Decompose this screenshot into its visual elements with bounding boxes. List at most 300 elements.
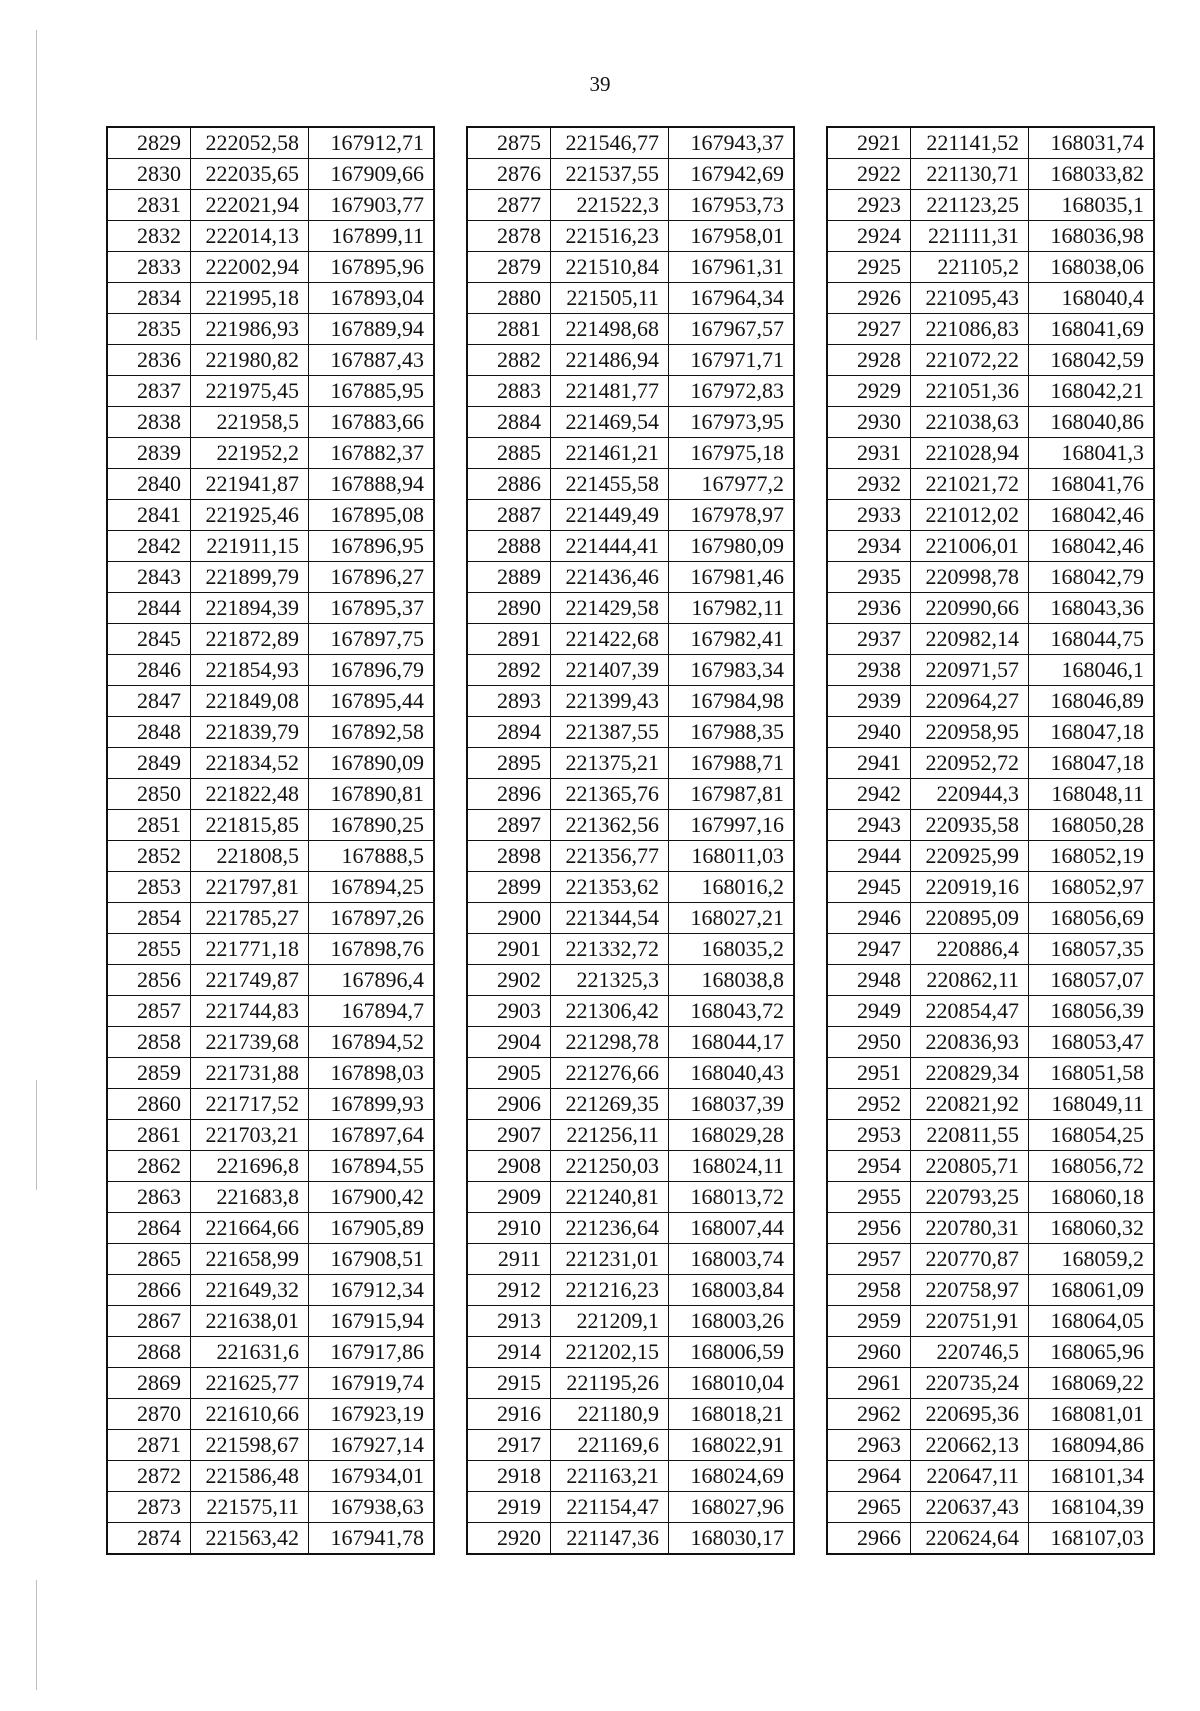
point-number-cell: 2834 <box>107 283 191 314</box>
x-coordinate-cell: 221353,62 <box>551 872 669 903</box>
x-coordinate-cell: 222035,65 <box>191 159 309 190</box>
point-number-cell: 2962 <box>827 1399 911 1430</box>
table-row <box>827 1058 1154 1089</box>
y-coordinate-cell: 168010,04 <box>669 1368 795 1399</box>
table-row <box>827 1306 1154 1337</box>
y-coordinate-cell: 168043,72 <box>669 996 795 1027</box>
table-row <box>827 717 1154 748</box>
x-coordinate-cell: 221717,52 <box>191 1089 309 1120</box>
table-row <box>467 779 794 810</box>
point-number-cell: 2957 <box>827 1244 911 1275</box>
x-coordinate-cell: 221365,76 <box>551 779 669 810</box>
x-coordinate-cell: 220836,93 <box>911 1027 1029 1058</box>
table-row <box>107 1151 434 1182</box>
x-coordinate-cell: 220751,91 <box>911 1306 1029 1337</box>
y-coordinate-cell: 167889,94 <box>309 314 435 345</box>
scan-edge-mark <box>36 1080 37 1190</box>
point-number-cell: 2830 <box>107 159 191 190</box>
table-row <box>827 872 1154 903</box>
x-coordinate-cell: 220886,4 <box>911 934 1029 965</box>
y-coordinate-cell: 167888,94 <box>309 469 435 500</box>
y-coordinate-cell: 167912,34 <box>309 1275 435 1306</box>
table-row <box>107 903 434 934</box>
y-coordinate-cell: 168101,34 <box>1029 1461 1155 1492</box>
point-number-cell: 2873 <box>107 1492 191 1523</box>
table-row <box>827 1368 1154 1399</box>
point-number-cell: 2940 <box>827 717 911 748</box>
table-row <box>827 1244 1154 1275</box>
y-coordinate-cell: 167894,52 <box>309 1027 435 1058</box>
table-row <box>467 841 794 872</box>
table-row <box>107 1461 434 1492</box>
table-row <box>827 1120 1154 1151</box>
y-coordinate-cell: 167898,76 <box>309 934 435 965</box>
table-row <box>827 1027 1154 1058</box>
point-number-cell: 2847 <box>107 686 191 717</box>
point-number-cell: 2908 <box>467 1151 551 1182</box>
y-coordinate-cell: 168054,25 <box>1029 1120 1155 1151</box>
table-row <box>107 407 434 438</box>
table-row <box>827 1461 1154 1492</box>
y-coordinate-cell: 167896,95 <box>309 531 435 562</box>
x-coordinate-cell: 221797,81 <box>191 872 309 903</box>
point-number-cell: 2928 <box>827 345 911 376</box>
y-coordinate-cell: 168007,44 <box>669 1213 795 1244</box>
x-coordinate-cell: 221925,46 <box>191 500 309 531</box>
point-number-cell: 2951 <box>827 1058 911 1089</box>
point-number-cell: 2894 <box>467 717 551 748</box>
table-row <box>107 996 434 1027</box>
point-number-cell: 2949 <box>827 996 911 1027</box>
y-coordinate-cell: 167934,01 <box>309 1461 435 1492</box>
table-row <box>107 1306 434 1337</box>
point-number-cell: 2876 <box>467 159 551 190</box>
point-number-cell: 2966 <box>827 1523 911 1555</box>
y-coordinate-cell: 168060,32 <box>1029 1213 1155 1244</box>
point-number-cell: 2832 <box>107 221 191 252</box>
table-row <box>107 655 434 686</box>
point-number-cell: 2956 <box>827 1213 911 1244</box>
table-row <box>827 127 1154 159</box>
y-coordinate-cell: 168057,35 <box>1029 934 1155 965</box>
table-row <box>107 562 434 593</box>
y-coordinate-cell: 167896,27 <box>309 562 435 593</box>
point-number-cell: 2922 <box>827 159 911 190</box>
table-row <box>467 593 794 624</box>
x-coordinate-cell: 221154,47 <box>551 1492 669 1523</box>
point-number-cell: 2934 <box>827 531 911 562</box>
x-coordinate-cell: 221072,22 <box>911 345 1029 376</box>
table-row <box>107 872 434 903</box>
point-number-cell: 2930 <box>827 407 911 438</box>
y-coordinate-cell: 168048,11 <box>1029 779 1155 810</box>
y-coordinate-cell: 167977,2 <box>669 469 795 500</box>
point-number-cell: 2870 <box>107 1399 191 1430</box>
table-row <box>107 190 434 221</box>
table-row <box>107 934 434 965</box>
x-coordinate-cell: 221021,72 <box>911 469 1029 500</box>
table-row <box>827 438 1154 469</box>
x-coordinate-cell: 221356,77 <box>551 841 669 872</box>
point-number-cell: 2948 <box>827 965 911 996</box>
y-coordinate-cell: 168042,46 <box>1029 500 1155 531</box>
point-number-cell: 2841 <box>107 500 191 531</box>
y-coordinate-cell: 167919,74 <box>309 1368 435 1399</box>
point-number-cell: 2895 <box>467 748 551 779</box>
table-row <box>467 438 794 469</box>
x-coordinate-cell: 221785,27 <box>191 903 309 934</box>
x-coordinate-cell: 221872,89 <box>191 624 309 655</box>
table-row <box>107 1213 434 1244</box>
x-coordinate-cell: 221731,88 <box>191 1058 309 1089</box>
table-row <box>107 438 434 469</box>
y-coordinate-cell: 168056,39 <box>1029 996 1155 1027</box>
point-number-cell: 2904 <box>467 1027 551 1058</box>
x-coordinate-cell: 221276,66 <box>551 1058 669 1089</box>
point-number-cell: 2871 <box>107 1430 191 1461</box>
x-coordinate-cell: 221739,68 <box>191 1027 309 1058</box>
point-number-cell: 2878 <box>467 221 551 252</box>
point-number-cell: 2936 <box>827 593 911 624</box>
x-coordinate-cell: 221486,94 <box>551 345 669 376</box>
point-number-cell: 2838 <box>107 407 191 438</box>
x-coordinate-cell: 221130,71 <box>911 159 1029 190</box>
x-coordinate-cell: 220811,55 <box>911 1120 1029 1151</box>
y-coordinate-cell: 168040,4 <box>1029 283 1155 314</box>
x-coordinate-cell: 221306,42 <box>551 996 669 1027</box>
point-number-cell: 2929 <box>827 376 911 407</box>
point-number-cell: 2898 <box>467 841 551 872</box>
point-number-cell: 2875 <box>467 127 551 159</box>
y-coordinate-cell: 167890,25 <box>309 810 435 841</box>
x-coordinate-cell: 221429,58 <box>551 593 669 624</box>
x-coordinate-cell: 221834,52 <box>191 748 309 779</box>
x-coordinate-cell: 221598,67 <box>191 1430 309 1461</box>
y-coordinate-cell: 167895,37 <box>309 593 435 624</box>
y-coordinate-cell: 168042,79 <box>1029 562 1155 593</box>
point-number-cell: 2897 <box>467 810 551 841</box>
y-coordinate-cell: 168046,89 <box>1029 686 1155 717</box>
table-row <box>107 841 434 872</box>
table-row <box>827 562 1154 593</box>
x-coordinate-cell: 221195,26 <box>551 1368 669 1399</box>
table-row <box>467 345 794 376</box>
point-number-cell: 2850 <box>107 779 191 810</box>
x-coordinate-cell: 221522,3 <box>551 190 669 221</box>
table-row <box>827 903 1154 934</box>
x-coordinate-cell: 222014,13 <box>191 221 309 252</box>
table-row <box>107 159 434 190</box>
x-coordinate-cell: 220998,78 <box>911 562 1029 593</box>
y-coordinate-cell: 167887,43 <box>309 345 435 376</box>
table-row <box>827 1492 1154 1523</box>
point-number-cell: 2914 <box>467 1337 551 1368</box>
x-coordinate-cell: 221822,48 <box>191 779 309 810</box>
table-row <box>107 779 434 810</box>
point-number-cell: 2954 <box>827 1151 911 1182</box>
y-coordinate-cell: 167908,51 <box>309 1244 435 1275</box>
table-row <box>107 469 434 500</box>
x-coordinate-cell: 220624,64 <box>911 1523 1029 1555</box>
table-row <box>467 1151 794 1182</box>
point-number-cell: 2961 <box>827 1368 911 1399</box>
point-number-cell: 2938 <box>827 655 911 686</box>
point-number-cell: 2863 <box>107 1182 191 1213</box>
point-number-cell: 2910 <box>467 1213 551 1244</box>
x-coordinate-cell: 221051,36 <box>911 376 1029 407</box>
table-row <box>107 717 434 748</box>
table-row <box>107 221 434 252</box>
y-coordinate-cell: 168006,59 <box>669 1337 795 1368</box>
point-number-cell: 2958 <box>827 1275 911 1306</box>
table-row <box>107 1275 434 1306</box>
point-number-cell: 2952 <box>827 1089 911 1120</box>
y-coordinate-cell: 167915,94 <box>309 1306 435 1337</box>
point-number-cell: 2947 <box>827 934 911 965</box>
table-row <box>827 1151 1154 1182</box>
x-coordinate-cell: 221256,11 <box>551 1120 669 1151</box>
y-coordinate-cell: 167895,96 <box>309 252 435 283</box>
x-coordinate-cell: 221610,66 <box>191 1399 309 1430</box>
y-coordinate-cell: 168064,05 <box>1029 1306 1155 1337</box>
table-row <box>107 500 434 531</box>
x-coordinate-cell: 220793,25 <box>911 1182 1029 1213</box>
table-row <box>467 562 794 593</box>
x-coordinate-cell: 221449,49 <box>551 500 669 531</box>
x-coordinate-cell: 221163,21 <box>551 1461 669 1492</box>
table-row <box>827 159 1154 190</box>
table-row <box>467 810 794 841</box>
y-coordinate-cell: 168052,19 <box>1029 841 1155 872</box>
x-coordinate-cell: 220770,87 <box>911 1244 1029 1275</box>
x-coordinate-cell: 220821,92 <box>911 1089 1029 1120</box>
x-coordinate-cell: 221749,87 <box>191 965 309 996</box>
x-coordinate-cell: 221498,68 <box>551 314 669 345</box>
x-coordinate-cell: 220862,11 <box>911 965 1029 996</box>
y-coordinate-cell: 167890,81 <box>309 779 435 810</box>
table-row <box>107 1399 434 1430</box>
table-row <box>467 655 794 686</box>
y-coordinate-cell: 168104,39 <box>1029 1492 1155 1523</box>
table-row <box>467 252 794 283</box>
table-row <box>467 283 794 314</box>
x-coordinate-cell: 221505,11 <box>551 283 669 314</box>
point-number-cell: 2899 <box>467 872 551 903</box>
table-row <box>827 841 1154 872</box>
x-coordinate-cell: 221894,39 <box>191 593 309 624</box>
table-row <box>107 1027 434 1058</box>
table-row <box>467 1213 794 1244</box>
y-coordinate-cell: 167897,26 <box>309 903 435 934</box>
x-coordinate-cell: 221771,18 <box>191 934 309 965</box>
table-row <box>467 717 794 748</box>
x-coordinate-cell: 220971,57 <box>911 655 1029 686</box>
point-number-cell: 2862 <box>107 1151 191 1182</box>
x-coordinate-cell: 221563,42 <box>191 1523 309 1555</box>
y-coordinate-cell: 168041,3 <box>1029 438 1155 469</box>
y-coordinate-cell: 167975,18 <box>669 438 795 469</box>
point-number-cell: 2839 <box>107 438 191 469</box>
y-coordinate-cell: 168037,39 <box>669 1089 795 1120</box>
point-number-cell: 2856 <box>107 965 191 996</box>
y-coordinate-cell: 167917,86 <box>309 1337 435 1368</box>
point-number-cell: 2935 <box>827 562 911 593</box>
x-coordinate-cell: 221854,93 <box>191 655 309 686</box>
table-row <box>827 1275 1154 1306</box>
y-coordinate-cell: 167909,66 <box>309 159 435 190</box>
y-coordinate-cell: 168003,26 <box>669 1306 795 1337</box>
table-row <box>467 1027 794 1058</box>
x-coordinate-cell: 221269,35 <box>551 1089 669 1120</box>
table-row <box>107 1430 434 1461</box>
x-coordinate-cell: 221298,78 <box>551 1027 669 1058</box>
x-coordinate-cell: 221455,58 <box>551 469 669 500</box>
x-coordinate-cell: 221586,48 <box>191 1461 309 1492</box>
y-coordinate-cell: 168040,43 <box>669 1058 795 1089</box>
y-coordinate-cell: 167898,03 <box>309 1058 435 1089</box>
y-coordinate-cell: 168042,21 <box>1029 376 1155 407</box>
table-row <box>107 748 434 779</box>
y-coordinate-cell: 168059,2 <box>1029 1244 1155 1275</box>
table-row <box>107 624 434 655</box>
y-coordinate-cell: 168038,8 <box>669 965 795 996</box>
x-coordinate-cell: 221344,54 <box>551 903 669 934</box>
x-coordinate-cell: 221658,99 <box>191 1244 309 1275</box>
y-coordinate-cell: 168107,03 <box>1029 1523 1155 1555</box>
table-row <box>467 1399 794 1430</box>
y-coordinate-cell: 168044,75 <box>1029 624 1155 655</box>
point-number-cell: 2854 <box>107 903 191 934</box>
point-number-cell: 2921 <box>827 127 911 159</box>
table-row <box>467 1368 794 1399</box>
table-row <box>467 996 794 1027</box>
x-coordinate-cell: 221849,08 <box>191 686 309 717</box>
table-row <box>467 314 794 345</box>
x-coordinate-cell: 221980,82 <box>191 345 309 376</box>
x-coordinate-cell: 221696,8 <box>191 1151 309 1182</box>
table-row <box>827 1523 1154 1555</box>
table-row <box>827 1089 1154 1120</box>
table-row <box>827 655 1154 686</box>
x-coordinate-cell: 221952,2 <box>191 438 309 469</box>
y-coordinate-cell: 168022,91 <box>669 1430 795 1461</box>
x-coordinate-cell: 222052,58 <box>191 127 309 159</box>
table-row <box>467 1306 794 1337</box>
y-coordinate-cell: 168094,86 <box>1029 1430 1155 1461</box>
x-coordinate-cell: 221808,5 <box>191 841 309 872</box>
x-coordinate-cell: 221958,5 <box>191 407 309 438</box>
x-coordinate-cell: 221006,01 <box>911 531 1029 562</box>
point-number-cell: 2840 <box>107 469 191 500</box>
point-number-cell: 2846 <box>107 655 191 686</box>
table-row <box>107 1523 434 1555</box>
y-coordinate-cell: 167941,78 <box>309 1523 435 1555</box>
point-number-cell: 2883 <box>467 376 551 407</box>
x-coordinate-cell: 221839,79 <box>191 717 309 748</box>
y-coordinate-cell: 167982,41 <box>669 624 795 655</box>
table-row <box>467 127 794 159</box>
x-coordinate-cell: 221481,77 <box>551 376 669 407</box>
table-row <box>827 407 1154 438</box>
point-number-cell: 2911 <box>467 1244 551 1275</box>
y-coordinate-cell: 167888,5 <box>309 841 435 872</box>
y-coordinate-cell: 168046,1 <box>1029 655 1155 686</box>
y-coordinate-cell: 167897,75 <box>309 624 435 655</box>
table-row <box>827 748 1154 779</box>
table-row <box>107 686 434 717</box>
x-coordinate-cell: 221332,72 <box>551 934 669 965</box>
table-row <box>827 810 1154 841</box>
y-coordinate-cell: 167895,08 <box>309 500 435 531</box>
y-coordinate-cell: 168027,21 <box>669 903 795 934</box>
x-coordinate-cell: 221216,23 <box>551 1275 669 1306</box>
y-coordinate-cell: 168018,21 <box>669 1399 795 1430</box>
x-coordinate-cell: 221638,01 <box>191 1306 309 1337</box>
point-number-cell: 2933 <box>827 500 911 531</box>
y-coordinate-cell: 167988,71 <box>669 748 795 779</box>
y-coordinate-cell: 167896,79 <box>309 655 435 686</box>
y-coordinate-cell: 167982,11 <box>669 593 795 624</box>
table-row <box>107 1089 434 1120</box>
y-coordinate-cell: 168043,36 <box>1029 593 1155 624</box>
table-row <box>827 1430 1154 1461</box>
y-coordinate-cell: 168061,09 <box>1029 1275 1155 1306</box>
point-number-cell: 2881 <box>467 314 551 345</box>
point-number-cell: 2903 <box>467 996 551 1027</box>
coordinates-table-3 <box>826 126 1155 1555</box>
x-coordinate-cell: 220958,95 <box>911 717 1029 748</box>
table-row <box>467 1120 794 1151</box>
y-coordinate-cell: 168057,07 <box>1029 965 1155 996</box>
x-coordinate-cell: 221649,32 <box>191 1275 309 1306</box>
table-row <box>827 500 1154 531</box>
table-row <box>467 1523 794 1555</box>
x-coordinate-cell: 221407,39 <box>551 655 669 686</box>
point-number-cell: 2927 <box>827 314 911 345</box>
x-coordinate-cell: 220780,31 <box>911 1213 1029 1244</box>
x-coordinate-cell: 221123,25 <box>911 190 1029 221</box>
point-number-cell: 2891 <box>467 624 551 655</box>
point-number-cell: 2851 <box>107 810 191 841</box>
x-coordinate-cell: 221516,23 <box>551 221 669 252</box>
point-number-cell: 2896 <box>467 779 551 810</box>
y-coordinate-cell: 168056,72 <box>1029 1151 1155 1182</box>
y-coordinate-cell: 168035,1 <box>1029 190 1155 221</box>
x-coordinate-cell: 220925,99 <box>911 841 1029 872</box>
point-number-cell: 2848 <box>107 717 191 748</box>
y-coordinate-cell: 167942,69 <box>669 159 795 190</box>
y-coordinate-cell: 168030,17 <box>669 1523 795 1555</box>
x-coordinate-cell: 221422,68 <box>551 624 669 655</box>
table-row <box>467 903 794 934</box>
y-coordinate-cell: 167967,57 <box>669 314 795 345</box>
point-number-cell: 2906 <box>467 1089 551 1120</box>
table-row <box>107 965 434 996</box>
y-coordinate-cell: 167973,95 <box>669 407 795 438</box>
y-coordinate-cell: 167912,71 <box>309 127 435 159</box>
y-coordinate-cell: 167978,97 <box>669 500 795 531</box>
x-coordinate-cell: 220758,97 <box>911 1275 1029 1306</box>
x-coordinate-cell: 221625,77 <box>191 1368 309 1399</box>
x-coordinate-cell: 221236,64 <box>551 1213 669 1244</box>
table-row <box>107 1337 434 1368</box>
x-coordinate-cell: 220990,66 <box>911 593 1029 624</box>
point-number-cell: 2937 <box>827 624 911 655</box>
y-coordinate-cell: 168003,84 <box>669 1275 795 1306</box>
y-coordinate-cell: 168024,69 <box>669 1461 795 1492</box>
point-number-cell: 2909 <box>467 1182 551 1213</box>
point-number-cell: 2945 <box>827 872 911 903</box>
